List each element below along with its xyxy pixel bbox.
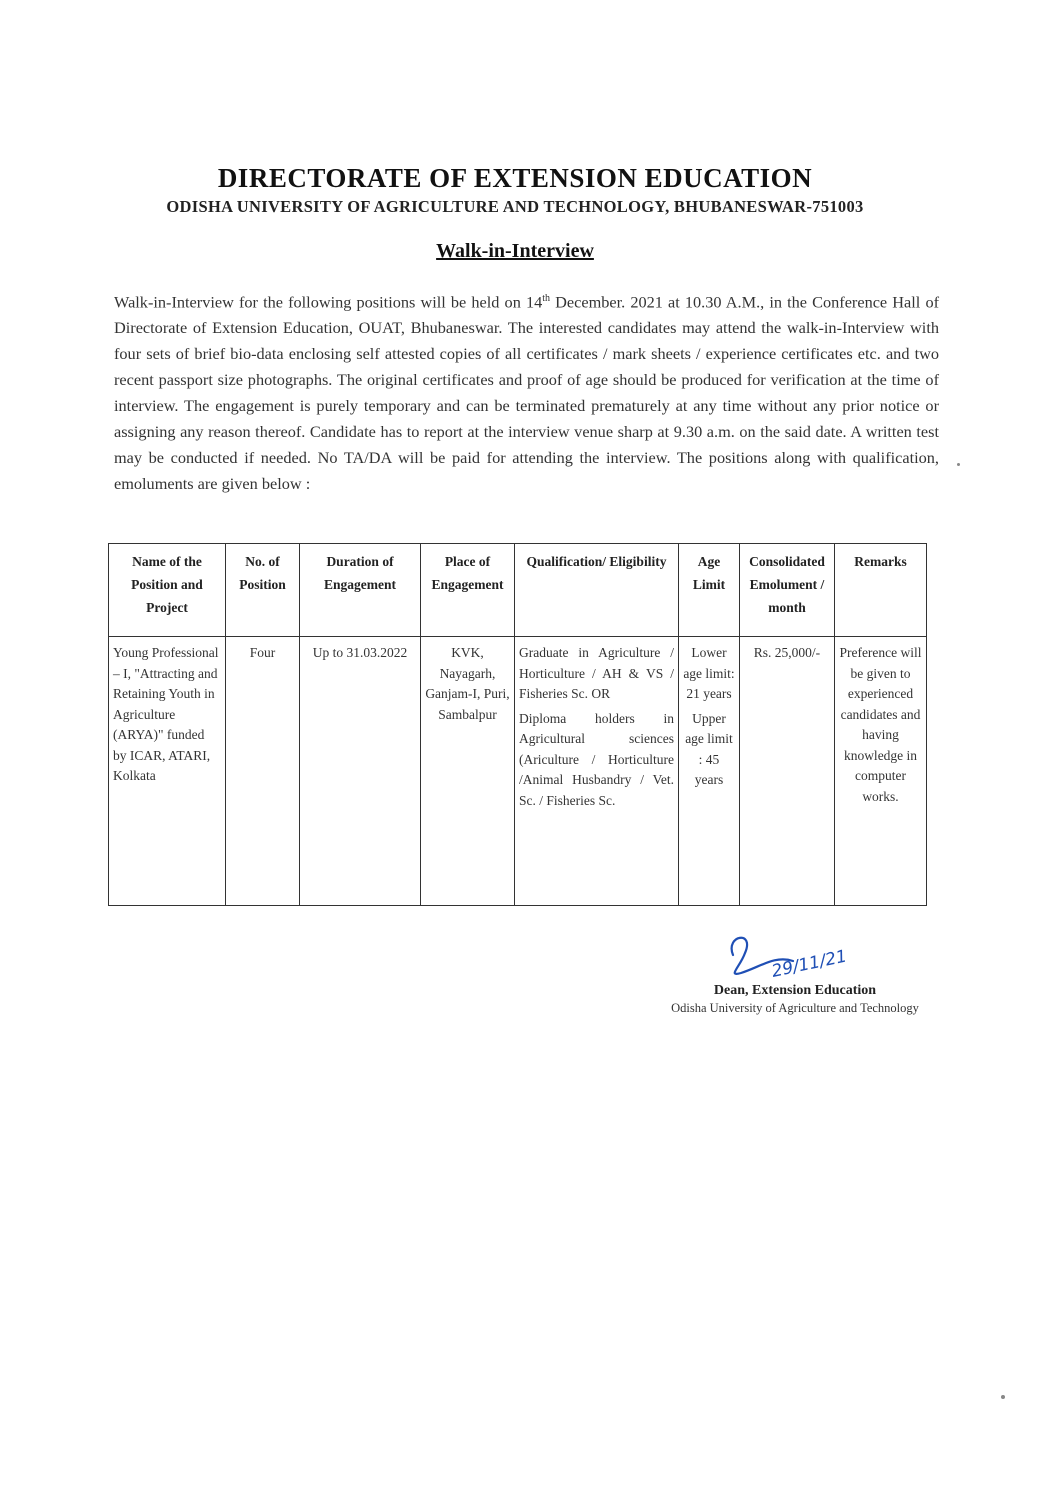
scan-speck (957, 463, 960, 466)
cell-remarks: Preference will be given to experienced candidates and having knowledge in computer works. (835, 637, 927, 906)
cell-age (679, 637, 740, 906)
signature-date: 29/11/21 (769, 946, 849, 982)
cell-count: Four (226, 637, 300, 906)
qualification-graduate: Graduate in Agriculture / Horticulture / AH & VS / Fisheries Sc. OR (519, 645, 674, 701)
cell-duration: Up to 31.03.2022 (300, 637, 421, 906)
cell-qualification (515, 637, 679, 906)
cell-place: KVK, Nayagarh, Ganjam-I, Puri, Sambalpur (421, 637, 515, 906)
header-title: DIRECTORATE OF EXTENSION EDUCATION (217, 163, 813, 193)
header-duration: Duration of Engagement (300, 544, 421, 637)
header-count: No. of Position (226, 544, 300, 637)
signatory-title: Dean, Extension Education (713, 983, 877, 998)
age-lower: Lower age limit: 21 years (683, 645, 735, 701)
notice-heading: Walk-in-Interview (436, 240, 594, 262)
header-qualification: Qualification/ Eligibility (515, 544, 679, 637)
notice-body (114, 286, 939, 497)
table-row (109, 637, 927, 906)
header-remarks: Remarks (835, 544, 927, 637)
positions-table (108, 543, 927, 906)
notice-body-date-suffix: th (542, 293, 551, 304)
header-age: Age Limit (679, 544, 740, 637)
age-upper: Upper age limit : 45 years (685, 710, 733, 787)
header-position: Name of the Position and Project (109, 544, 226, 637)
qualification-diploma: Diploma holders in Agricultural sciences (Ariculture / Horticulture /Animal Husbandry / Vet. Sc. / Fisheries Sc. (519, 710, 674, 808)
header-place: Place of Engagement (421, 544, 515, 637)
notice-body-part2: December. 2021 at 10.30 A.M., in the Conference Hall of Directorate of Extension Education, OUAT, Bhubaneswar. The interested candidates may attend the walk-in-Interview with four sets of brief bio-data enclosing self attested copies of all certificates / mark sheets / experience certificates etc. and two recent passport size photographs. The original certificates and proof of age should be produced for verification at the time of interview. The engagement is purely temporary and can be terminated prematurely at any time without any prior notice or assigning any reason thereof. Candidate has to report at the interview venue sharp at 9.30 a.m. on the said date. A written test may be conducted if needed. No TA/DA will be paid for attending the interview. The positions along with qualification, emoluments are given below : (114, 292, 940, 494)
signatory-organization: Odisha University of Agriculture and Technology (671, 1001, 919, 1015)
notice-body-part1: Walk-in-Interview for the following positions will be held on 14 (114, 292, 543, 312)
header-emolument: Consolidated Emolument / month (740, 544, 835, 637)
scan-speck (1001, 1395, 1005, 1399)
cell-emolument: Rs. 25,000/- (740, 637, 835, 906)
cell-position: Young Professional – I, "Attracting and Retaining Youth in Agriculture (ARYA)" funded by ICAR, ATARI, Kolkata (109, 637, 226, 906)
table-header-row (109, 544, 927, 637)
header-subtitle: ODISHA UNIVERSITY OF AGRICULTURE AND TECHNOLOGY, BHUBANESWAR-751003 (166, 197, 864, 216)
